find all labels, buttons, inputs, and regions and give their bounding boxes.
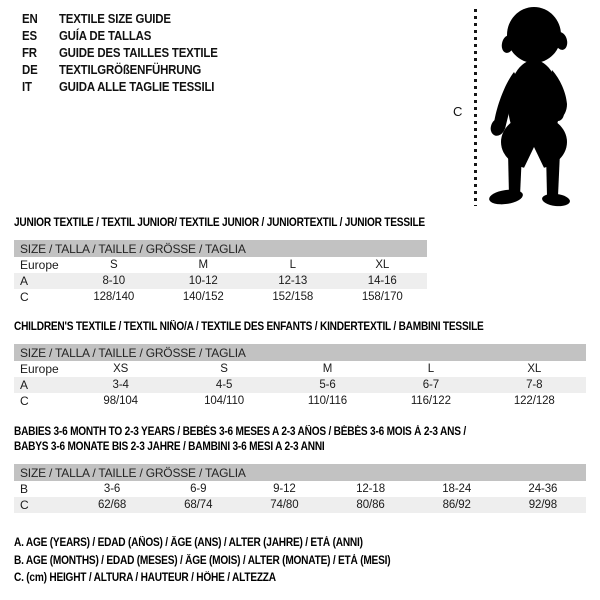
table-header-bar: SIZE / TALLA / TAILLE / GRÖSSE / TAGLIA (14, 344, 586, 361)
size-cell: 140/152 (182, 291, 224, 303)
size-cell: 98/104 (103, 395, 138, 407)
section-title-line: CHILDREN'S TEXTILE / TEXTIL NIÑO/A / TEXTILE DES ENFANTS / KINDERTEXTIL / BAMBINI TESSILE (14, 321, 484, 333)
size-cell: 122/128 (513, 395, 555, 407)
size-cell: 6-9 (190, 483, 207, 495)
size-cell: 24-36 (528, 483, 558, 495)
row-label: C (20, 290, 29, 304)
size-cell: S (220, 363, 228, 375)
size-cell: 92/98 (528, 499, 558, 511)
size-cell: 68/74 (184, 499, 213, 511)
children-size-table (14, 344, 586, 409)
size-cell: M (198, 259, 208, 271)
height-marker-label: C (453, 104, 463, 119)
size-cell: 12-18 (356, 483, 385, 495)
row-label: A (20, 378, 29, 392)
row-label: C (20, 498, 29, 512)
table-row (14, 257, 427, 273)
table-row (14, 361, 586, 377)
table-row (14, 273, 427, 289)
language-code: ES (22, 28, 37, 43)
size-cell: 158/170 (361, 291, 403, 303)
table-header-row (14, 344, 586, 361)
size-cell: 9-12 (273, 483, 296, 495)
size-cell: 62/68 (97, 499, 127, 511)
size-cell: 152/158 (272, 291, 314, 303)
size-cell: 5-6 (319, 379, 336, 391)
section-children (14, 320, 586, 409)
language-row (22, 10, 218, 27)
size-cell: 18-24 (442, 483, 472, 495)
section-title-line: BABIES 3-6 MONTH TO 2-3 YEARS / BEBÉS 3-6 MESES A 2-3 AÑOS / BÉBÉS 3-6 MOIS À 2-3 ANS / (14, 426, 466, 438)
section-junior-title (14, 216, 481, 231)
language-row (22, 27, 218, 44)
junior-size-table (14, 240, 427, 305)
language-row (22, 44, 218, 61)
language-label: TEXTILGRÖßENFÜHRUNG (58, 62, 202, 77)
language-code: DE (22, 62, 38, 77)
size-cell: S (109, 259, 118, 271)
table-row (14, 393, 586, 409)
language-code: FR (22, 45, 37, 60)
size-cell: L (289, 259, 296, 271)
language-label: GUIDA ALLE TAGLIE TESSILI (58, 79, 215, 94)
size-cell: 3-6 (103, 483, 121, 495)
size-cell: L (427, 363, 435, 375)
size-cell: 6-7 (422, 379, 440, 391)
language-label: TEXTILE SIZE GUIDE (58, 11, 171, 26)
table-header-bar: SIZE / TALLA / TAILLE / GRÖSSE / TAGLIA (14, 240, 427, 257)
section-title-line: BABYS 3-6 MONATE BIS 2-3 JAHRE / BAMBINI 3-6 MESI A 2-3 ANNI (14, 441, 325, 453)
language-guide (22, 10, 244, 95)
language-row (22, 78, 218, 95)
size-cell: 110/116 (307, 395, 348, 407)
size-cell: 74/80 (270, 499, 299, 511)
table-header-bar: SIZE / TALLA / TAILLE / GRÖSSE / TAGLIA (14, 464, 586, 481)
table-header-row (14, 464, 586, 481)
section-title-line: JUNIOR TEXTILE / TEXTIL JUNIOR/ TEXTILE JUNIOR / JUNIORTEXTIL / JUNIOR TESSILE (14, 217, 425, 229)
footnote-line: B. AGE (MONTHS) / EDAD (MESES) / ÂGE (MOIS) / ALTER (MONATE) / ETÀ (MESI) (14, 554, 391, 567)
row-label: Europe (20, 258, 59, 272)
size-cell: 10-12 (188, 275, 218, 287)
size-cell: 14-16 (367, 275, 397, 287)
size-cell: 86/92 (442, 499, 471, 511)
size-cell: 12-13 (278, 275, 308, 287)
size-cell: 116/122 (410, 395, 451, 407)
toddler-silhouette-image (482, 4, 582, 209)
language-code: EN (22, 11, 38, 26)
table-row (14, 289, 427, 305)
row-label: B (20, 482, 29, 496)
row-label: A (20, 274, 29, 288)
size-cell: 4-5 (215, 379, 233, 391)
row-label: C (20, 394, 29, 408)
table-row (14, 377, 586, 393)
footnotes (14, 535, 442, 588)
section-babies-title (14, 425, 586, 455)
size-cell: XL (375, 259, 390, 271)
language-label: GUIDE DES TAILLES TEXTILE (58, 45, 218, 60)
footnote-line: A. AGE (YEARS) / EDAD (AÑOS) / ÂGE (ANS) / ALTER (JAHRE) / ETÀ (ANNI) (14, 537, 363, 549)
size-cell: XL (527, 363, 542, 375)
section-junior (14, 216, 481, 305)
size-cell: 80/86 (356, 499, 385, 511)
section-children-title (14, 320, 586, 335)
table-header-row (14, 240, 427, 257)
language-label: GUÍA DE TALLAS (58, 28, 152, 43)
footnote-line: C. (cm) HEIGHT / ALTURA / HAUTEUR / HÖHE / ALTEZZA (14, 572, 276, 584)
size-cell: M (322, 363, 333, 375)
babies-size-table (14, 464, 586, 513)
size-cell: 104/110 (204, 395, 245, 407)
table-row (14, 481, 586, 497)
size-cell: 128/140 (93, 291, 135, 303)
size-cell: 3-4 (112, 379, 129, 391)
language-code: IT (22, 79, 32, 94)
size-cell: XS (113, 363, 129, 375)
size-cell: 7-8 (526, 379, 543, 391)
section-babies (14, 425, 586, 513)
row-label: Europe (20, 362, 59, 376)
size-cell: 8-10 (102, 275, 126, 287)
table-row (14, 497, 586, 513)
language-row (22, 61, 218, 78)
height-measure-dashed-line (474, 9, 477, 206)
